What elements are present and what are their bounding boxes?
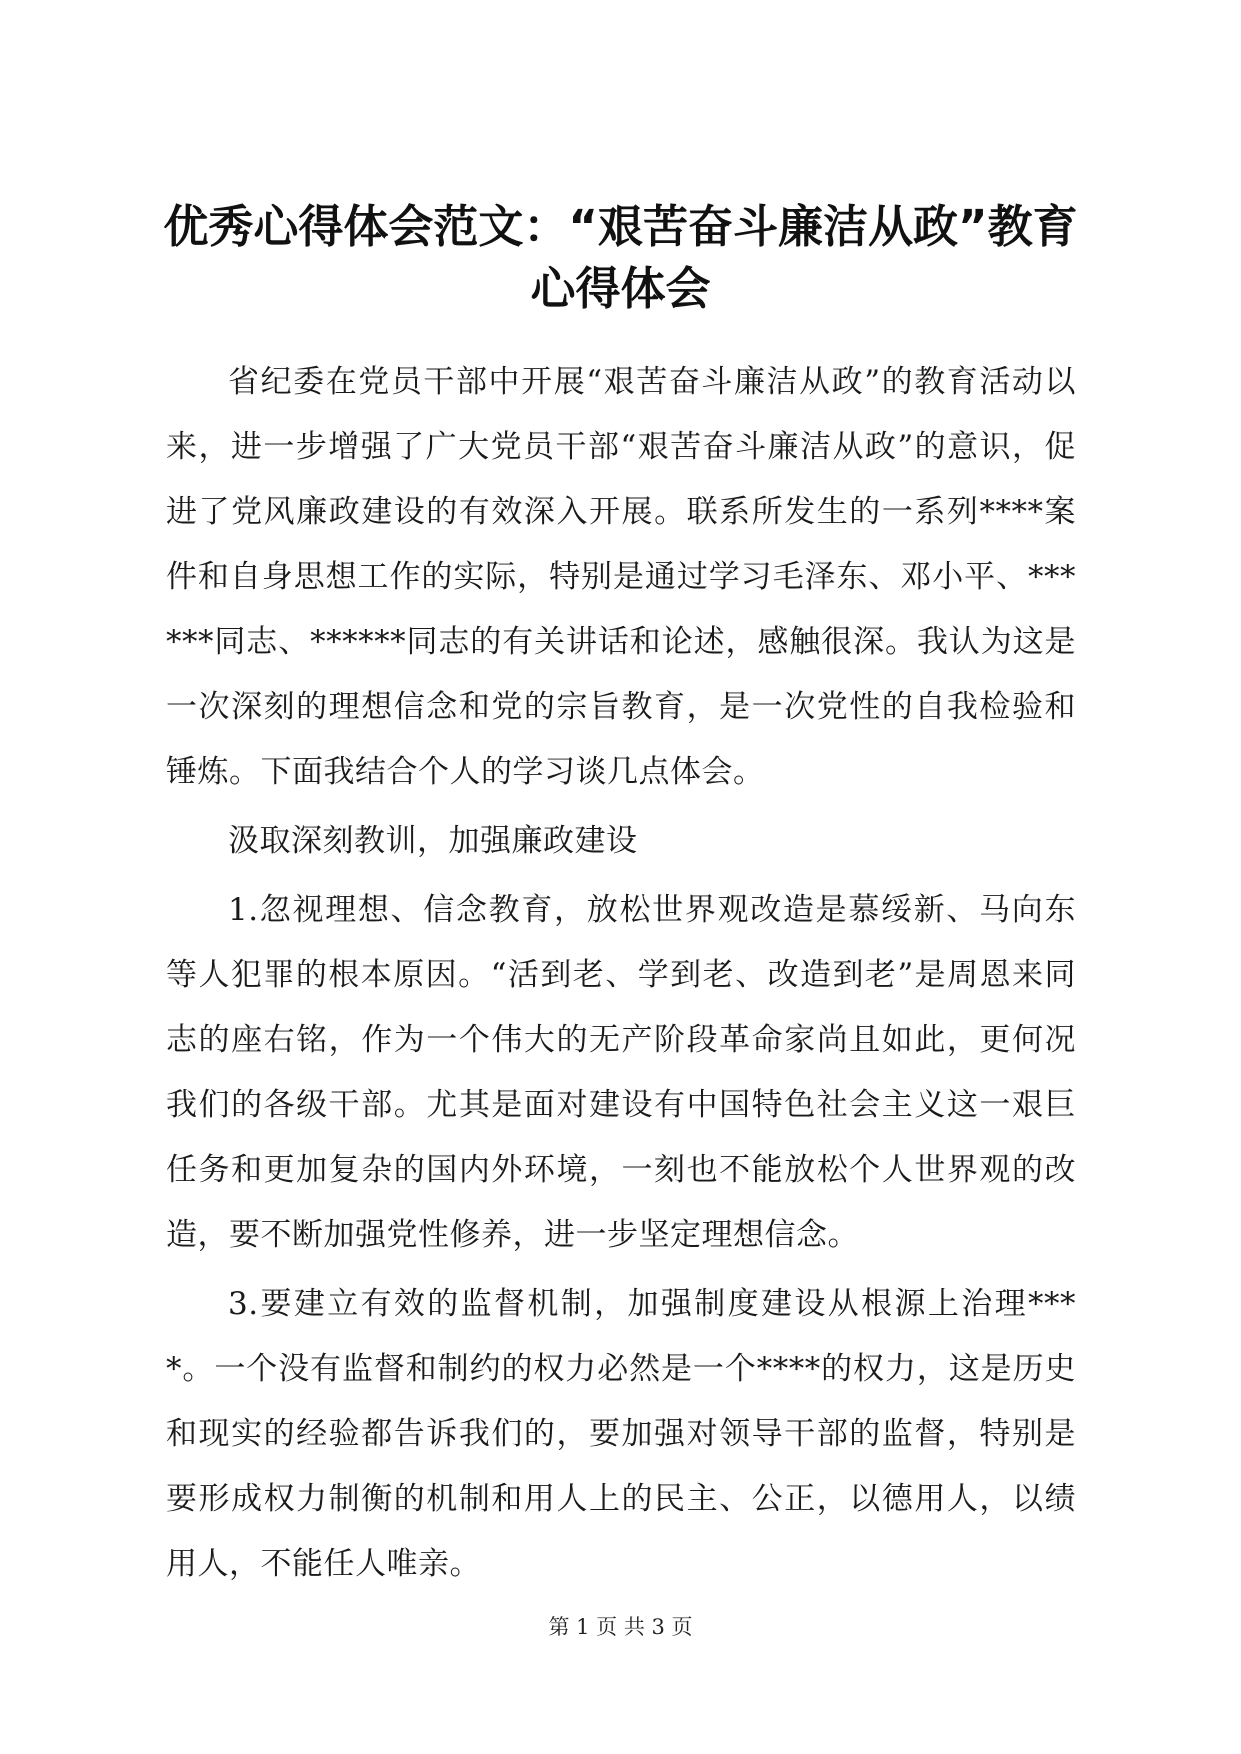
page-footer: 第 1 页 共 3 页 xyxy=(548,1615,693,1639)
document-title: 优秀心得体会范文：“艰苦奋斗廉洁从政”教育心得体会 xyxy=(163,200,1078,315)
paragraph-point-1: 1.忽视理想、信念教育，放松世界观改造是慕绥新、马向东等人犯罪的根本原因。“活到老、学到老、改造到老”是周恩来同志的座右铭，作为一个伟大的无产阶段革命家尚且如此，更何况我们的各级干部。尤其是面对建设有中国特色社会主义这一艰巨任务和更加复杂的国内外环境，一刻也不能放松个人世界观的改造，要不断加强党性修养，进一步坚定理想信念。 xyxy=(166,892,1076,1253)
paragraph-point-3: 3.要建立有效的监督机制，加强制度建设从根源上治理****。一个没有监督和制约的权力必然是一个****的权力，这是历史和现实的经验都告诉我们的，要加强对领导干部的监督，特别是要形成权力制衡的机制和用人上的民主、公正，以德用人，以绩用人，不能任人唯亲。 xyxy=(166,1286,1076,1582)
paragraph-intro: 省纪委在党员干部中开展“艰苦奋斗廉洁从政”的教育活动以来，进一步增强了广大党员干部“艰苦奋斗廉洁从政”的意识，促进了党风廉政建设的有效深入开展。联系所发生的一系列****案件和自身思想工作的实际，特别是通过学习毛泽东、邓小平、******同志、******同志的有关讲话和论述，感触很深。我认为这是一次深刻的理想信念和党的宗旨教育，是一次党性的自我检验和锤炼。下面我结合个人的学习谈几点体会。 xyxy=(166,364,1076,790)
document-body xyxy=(166,350,1076,1601)
paragraph-heading: 汲取深刻教训，加强廉政建设 xyxy=(228,823,638,859)
